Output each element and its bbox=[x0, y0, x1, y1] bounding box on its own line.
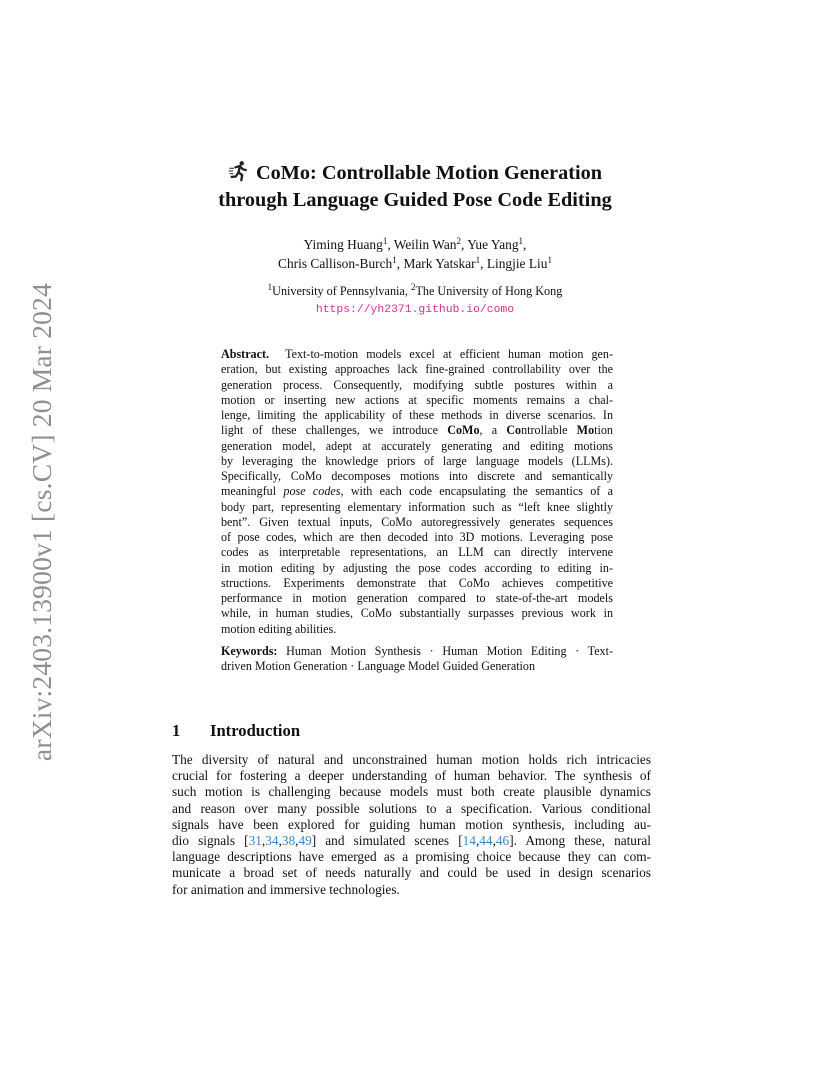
abstract-text: Text-to-motion models excel at efficient human motion gen- bbox=[285, 347, 613, 361]
abstract-text: ntrollable bbox=[521, 423, 568, 438]
abstract-line: structions. Experiments demonstrate that CoMo achieves competitive bbox=[221, 575, 613, 590]
body-line: language descriptions have emerged as a promising choice because they can com- bbox=[172, 849, 651, 865]
affiliation-line bbox=[150, 283, 680, 300]
keywords-line bbox=[221, 644, 613, 659]
affil-mark: 1 bbox=[267, 282, 273, 292]
abstract-line: codes as interpretable representations, an LLM can directly intervene bbox=[221, 545, 613, 560]
abstract-line: bent”. Given textual inputs, CoMo autoregressively generates sequences bbox=[221, 514, 613, 529]
author-affil-mark: 1 bbox=[392, 255, 397, 265]
paper-title bbox=[150, 160, 680, 213]
author-list bbox=[150, 235, 680, 273]
title-text-1: CoMo: Controllable Motion Generation bbox=[255, 162, 603, 184]
affiliation: The University of Hong Kong bbox=[415, 284, 563, 298]
abstract-line: in motion editing by adjusting the pose codes according to editing in- bbox=[221, 560, 613, 575]
abstract-line: while, in human studies, CoMo substantially surpasses previous work in bbox=[221, 606, 613, 621]
body-line: and reason over many possible solutions to a specification. Various conditional bbox=[172, 800, 651, 816]
body-text: ] and simulated scenes [ bbox=[311, 833, 463, 849]
citation-link[interactable]: 46 bbox=[495, 833, 510, 849]
intro-paragraph bbox=[172, 752, 651, 898]
abstract-line bbox=[221, 347, 613, 362]
author-name: Lingjie Liu bbox=[486, 256, 548, 271]
author-affil-mark: 1 bbox=[382, 236, 388, 246]
abstract-line: body part, representing elementary information such as “left knee slightly bbox=[221, 499, 613, 514]
running-person-icon bbox=[228, 160, 250, 182]
abstract-label: Abstract. bbox=[221, 347, 270, 361]
author-name: Chris Callison-Burch bbox=[278, 256, 393, 271]
author-name: Yue Yang bbox=[467, 237, 519, 252]
body-line: such motion is challenging because models must both create plausible dynamics bbox=[172, 784, 651, 800]
citation-link[interactable]: 31 bbox=[248, 833, 262, 849]
abstract-bold: Co bbox=[506, 423, 522, 438]
abstract-text: , with each code encapsulating the semantics of a bbox=[340, 484, 614, 499]
abstract-line: motion editing abilities. bbox=[221, 621, 337, 636]
abstract-line: generation model, adept at accurately generating and editing motions bbox=[221, 438, 613, 453]
affiliation: University of Pennsylvania, bbox=[272, 284, 408, 298]
author-affil-mark: 1 bbox=[547, 255, 552, 265]
abstract-bold: CoMo bbox=[447, 423, 480, 438]
abstract-line: Specifically, CoMo decomposes motions into discrete and semantically bbox=[221, 469, 613, 483]
keywords-label: Keywords: bbox=[221, 644, 278, 658]
affiliations bbox=[150, 283, 680, 318]
abstract-line: generation process. Consequently, modifying subtle postures within a bbox=[221, 377, 613, 392]
citation-link[interactable]: 44 bbox=[479, 833, 493, 849]
author-name: Mark Yatskar bbox=[403, 256, 476, 271]
author-row-1: Yiming Huang$^1$, Weilin Wan$^2$, Yue Yang$^1$, bbox=[303, 236, 527, 252]
abstract-line: of pose codes, which are then decoded into 3D motions. Leveraging pose bbox=[221, 530, 613, 544]
abstract-text: meaningful bbox=[221, 484, 277, 499]
arxiv-stamp: arXiv:2403.13900v1 [cs.CV] 20 Mar 2024 bbox=[26, 282, 57, 762]
abstract-line: eration, but existing approaches lack fine-grained controllability over the bbox=[221, 362, 613, 377]
project-url-link[interactable]: https://yh2371.github.io/como bbox=[315, 303, 515, 316]
abstract-line bbox=[221, 423, 613, 438]
keywords-text: Human Motion Synthesis · Human Motion Editing · Text- bbox=[286, 644, 613, 658]
keywords-line: driven Motion Generation · Language Model Guided Generation bbox=[221, 659, 536, 674]
abstract-text: , a bbox=[479, 423, 498, 438]
title-line-2: through Language Guided Pose Code Editing bbox=[218, 188, 612, 211]
title-line-1 bbox=[150, 160, 680, 187]
section-number: 1 bbox=[172, 721, 181, 740]
abstract-bold: Mo bbox=[576, 423, 595, 438]
author-name: Yiming Huang bbox=[303, 237, 383, 252]
body-line: dio signals [31,34,38,49] and simulated scenes [14,44,46]. Among these, natural bbox=[172, 833, 651, 849]
author-affil-mark: 1 bbox=[518, 236, 524, 246]
abstract-line bbox=[221, 484, 613, 499]
body-text: ]. Among these, natural bbox=[509, 833, 651, 849]
section-title: Introduction bbox=[210, 721, 301, 740]
body-line: The diversity of natural and unconstrained human motion holds rich intricacies bbox=[172, 752, 651, 767]
abstract-line: by leveraging the knowledge priors of large language models (LLMs). bbox=[221, 453, 613, 468]
abstract-line: performance in motion generation compared to state-of-the-art models bbox=[221, 591, 613, 605]
body-line: signals have been explored for guiding human motion synthesis, including au- bbox=[172, 816, 651, 832]
affil-mark: 2 bbox=[410, 282, 416, 292]
body-text: dio signals [ bbox=[172, 833, 249, 849]
author-row-2: Chris Callison-Burch$^1$, Mark Yatskar$^1$, Lingjie Liu$^1$ bbox=[278, 255, 552, 271]
citation-link[interactable]: 34 bbox=[265, 833, 279, 849]
abstract bbox=[221, 347, 613, 637]
author-name: Weilin Wan bbox=[393, 237, 457, 252]
body-line: crucial for fostering a deeper understanding of human behavior. The synthesis of bbox=[172, 768, 651, 784]
abstract-text: light of these challenges, we introduce bbox=[221, 423, 439, 438]
abstract-italic: pose codes bbox=[283, 484, 341, 499]
abstract-text: tion bbox=[594, 423, 613, 438]
keywords bbox=[221, 644, 613, 675]
project-url-row bbox=[150, 300, 680, 319]
abstract-line: lenge, limiting the applicability of these methods in diverse scenarios. In bbox=[221, 408, 613, 422]
citation-link[interactable]: 38 bbox=[281, 833, 296, 849]
body-line: municate a broad set of needs naturally and could be used in design scenarios bbox=[172, 865, 651, 881]
body-line: for animation and immersive technologies. bbox=[172, 881, 400, 897]
abstract-line: motion or inserting new actions at specific moments remains a chal- bbox=[221, 392, 613, 407]
author-affil-mark: 1 bbox=[475, 255, 481, 265]
citation-link[interactable]: 14 bbox=[462, 833, 476, 849]
author-affil-mark: 2 bbox=[456, 236, 461, 246]
citation-link[interactable]: 49 bbox=[298, 833, 312, 849]
section-heading bbox=[172, 721, 300, 741]
